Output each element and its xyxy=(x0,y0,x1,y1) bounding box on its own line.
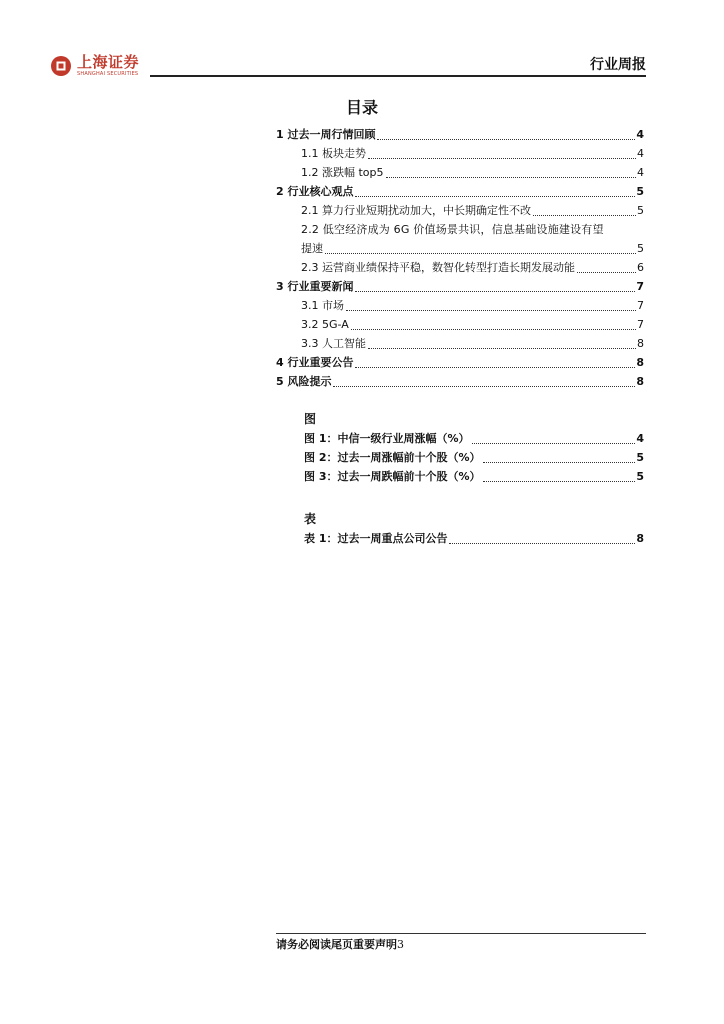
logo-name-en: SHANGHAI SECURITIES xyxy=(77,71,139,77)
toc-entry[interactable]: 3.2 5G-A 7 xyxy=(301,318,644,331)
table-list-heading: 表 xyxy=(304,512,317,526)
figure-list xyxy=(276,410,644,486)
toc-entry[interactable]: 1.2 涨跌幅 top5 4 xyxy=(301,166,644,179)
figure-entry[interactable]: 图 3：过去一周跌幅前十个股（%） 5 xyxy=(304,470,644,483)
toc-entry[interactable]: 2.2 低空经济成为 6G 价值场景共识，信息基础设施建设有望 xyxy=(301,223,604,236)
report-type: 行业周报 xyxy=(590,57,646,73)
toc-entry[interactable]: 1.1 板块走势 4 xyxy=(301,147,644,160)
figure-list-heading: 图 xyxy=(304,412,317,426)
toc-entry-continuation[interactable]: 提速 5 xyxy=(301,242,644,255)
toc-entry[interactable]: 2.1 算力行业短期扰动加大，中长期确定性不改 5 xyxy=(301,204,644,217)
toc-entry[interactable]: 2.3 运营商业绩保持平稳，数智化转型打造长期发展动能 6 xyxy=(301,261,644,274)
logo-emblem-icon xyxy=(50,55,72,77)
logo-name-cn: 上海证券 xyxy=(77,53,140,71)
company-logo xyxy=(50,55,139,77)
table-of-contents xyxy=(276,125,644,391)
page-number: 3 xyxy=(397,938,404,951)
toc-entry[interactable]: 1 过去一周行情回顾 4 xyxy=(276,128,644,141)
toc-entry[interactable]: 3.1 市场 7 xyxy=(301,299,644,312)
table-list xyxy=(276,510,644,548)
footer xyxy=(276,936,404,952)
toc-title: 目录 xyxy=(345,98,378,117)
footer-divider xyxy=(276,933,646,934)
header-divider xyxy=(150,75,646,77)
toc-entry[interactable]: 3.3 人工智能 8 xyxy=(301,337,644,350)
figure-entry[interactable]: 图 2：过去一周涨幅前十个股（%） 5 xyxy=(304,451,644,464)
table-entry[interactable]: 表 1：过去一周重点公司公告 8 xyxy=(304,532,644,545)
toc-entry[interactable]: 5 风险提示 8 xyxy=(276,375,644,388)
figure-entry[interactable]: 图 1：中信一级行业周涨幅（%） 4 xyxy=(304,432,644,445)
toc-entry[interactable]: 2 行业核心观点 5 xyxy=(276,185,644,198)
footer-disclaimer: 请务必阅读尾页重要声明 xyxy=(276,938,397,951)
toc-entry[interactable]: 4 行业重要公告 8 xyxy=(276,356,644,369)
toc-entry[interactable]: 3 行业重要新闻 7 xyxy=(276,280,644,293)
